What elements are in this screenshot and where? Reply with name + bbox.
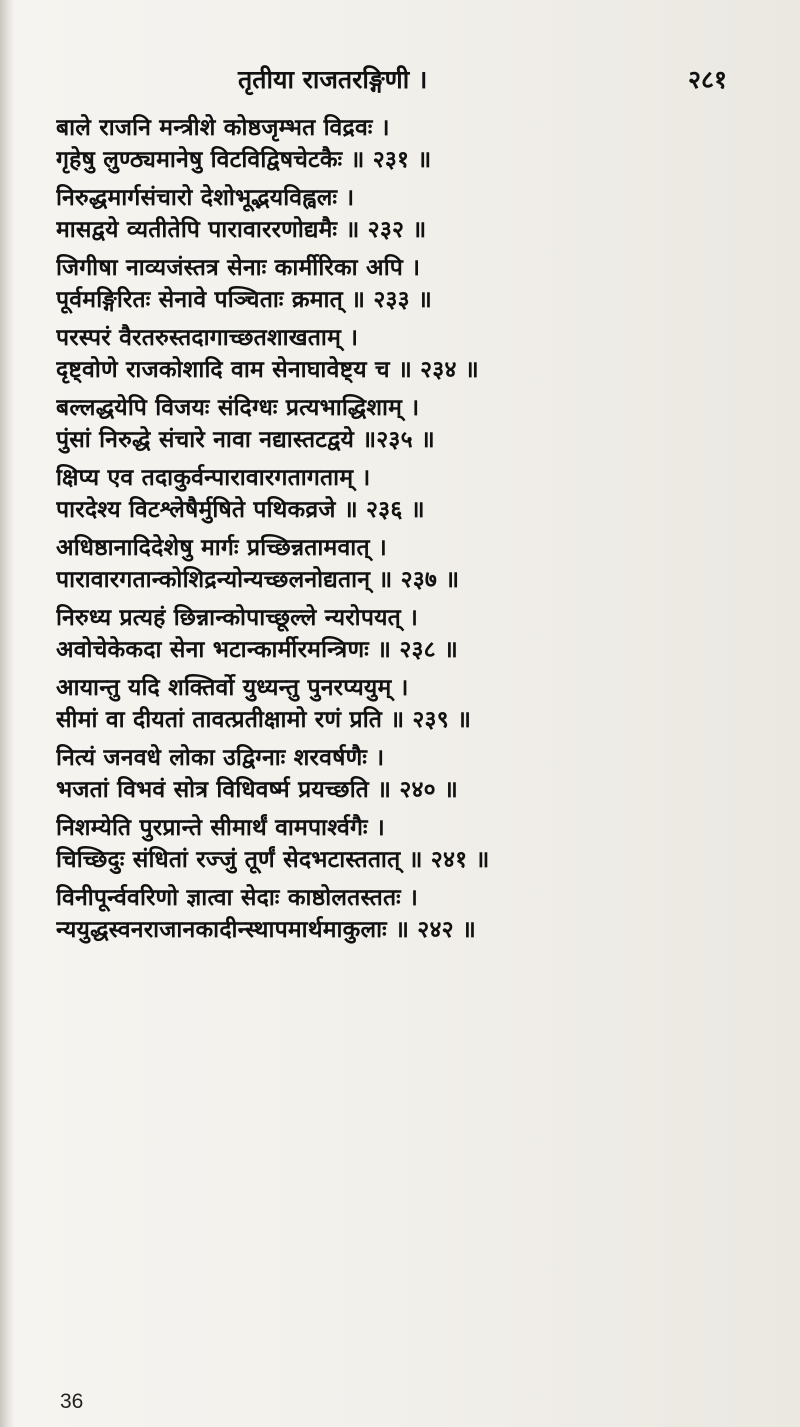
verse-line: बाले राजनि मन्त्रीशे कोष्ठजृम्भत विद्रवः । bbox=[56, 115, 390, 141]
verse-line: सीमां वा दीयतां तावत्प्रतीक्षामो रणं प्रति ॥ २३९ ॥ bbox=[56, 707, 472, 733]
verse-line: पारदेश्य विटश्लेषैर्मुषिते पथिकव्रजे ॥ २३६ ॥ bbox=[56, 497, 425, 523]
page-number: २८१ bbox=[688, 65, 728, 94]
verse-line: अवोचेकेकदा सेना भटान्कार्मीरमन्त्रिणः ॥ २३८ ॥ bbox=[56, 637, 458, 663]
verse-line: निरुद्धमार्गसंचारो देशोभूद्भयविह्वलः । bbox=[56, 185, 355, 211]
verse-line: आयान्तु यदि शक्तिर्वो युध्यन्तु पुनरप्ययुम् । bbox=[56, 675, 409, 701]
spine-shadow bbox=[0, 0, 14, 1427]
verse-line: पूर्वमङ्गिरितः सेनावे पञ्चिताः क्रमात् ॥ २३३ ॥ bbox=[56, 287, 433, 313]
verse-line: पुंसां निरुद्धे संचारे नावा नद्यास्तटद्वये ॥२३५ ॥ bbox=[56, 427, 435, 453]
verse-line: परस्परं वैरतरुस्तदागाच्छतशाखताम् । bbox=[56, 325, 359, 351]
verse-line: अधिष्ठानादिदेशेषु मार्गः प्रच्छिन्नतामवात् । bbox=[56, 535, 387, 561]
folio-number: 36 bbox=[60, 1390, 84, 1413]
verse-line: चिच्छिदुः संधितां रज्जुं तूर्णं सेदभटास्ततात् ॥ २४१ ॥ bbox=[56, 847, 490, 873]
verse-line: जिगीषा नाव्यजंस्तत्र सेनाः कार्मीरिका अपि । bbox=[56, 255, 421, 281]
verse-line: मासद्वये व्यतीतेपि पारावाररणोद्यमैः ॥ २३२ ॥ bbox=[56, 217, 427, 243]
page-header bbox=[0, 62, 800, 102]
verse-line: पारावारगतान्कोशिद्रन्योन्यच्छलनोद्यतान् ॥ २३७ ॥ bbox=[56, 567, 460, 593]
verse-line: विनीपूर्न्ववरिणो ज्ञात्वा सेदाः काष्ठोलतस्ततः । bbox=[56, 885, 419, 911]
verse-line: न्ययुद्धस्वनराजानकादीन्स्थापमार्थमाकुलाः ॥ २४२ ॥ bbox=[56, 917, 476, 943]
verse-line: निशम्येति पुरप्रान्ते सीमार्थं वामपार्श्वगैः । bbox=[56, 815, 385, 841]
verse-line: दृष्ट्वोणे राजकोशादि वाम सेनाघावेष्ट्य च ॥ २३४ ॥ bbox=[56, 357, 479, 383]
verse-line: गृहेषु लुण्ठ्यमानेषु विटविद्विषचेटकैः ॥ २३१ ॥ bbox=[56, 147, 432, 173]
running-head: तृतीया राजतरङ्गिणी । bbox=[238, 65, 428, 94]
verse-line: बल्लद्धयेपि विजयः संदिग्धः प्रत्यभाद्धिशाम् । bbox=[56, 395, 420, 421]
verse-line: नित्यं जनवधे लोका उद्विग्नाः शरवर्षणैः । bbox=[56, 745, 385, 771]
verse-line: निरुध्य प्रत्यहं छिन्नान्कोपाच्छूल्ले न्यरोपयत् । bbox=[56, 605, 419, 631]
verse-block bbox=[56, 112, 776, 952]
verse-line: क्षिप्य एव तदाकुर्वन्पारावारगतागताम् । bbox=[56, 465, 371, 491]
verse-line: भजतां विभवं सोत्र विधिवर्ष्म प्रयच्छति ॥ २४० ॥ bbox=[56, 777, 459, 803]
